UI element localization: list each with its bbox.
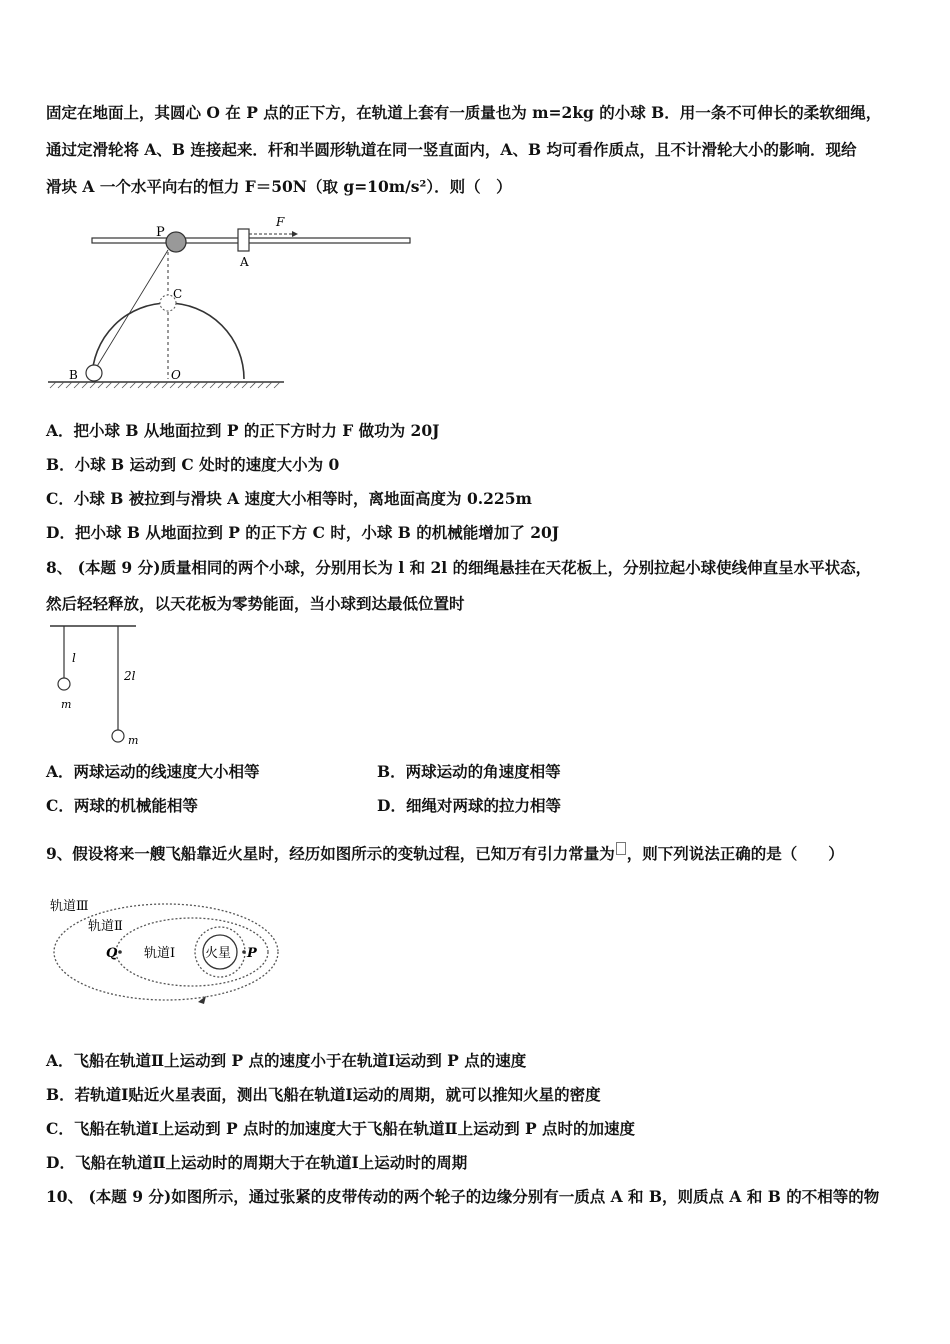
label-c: C [173, 287, 183, 301]
force-arrow-head [292, 231, 298, 237]
label-b: B [69, 368, 78, 382]
label-l: l [72, 651, 76, 665]
label-p: P [156, 225, 165, 240]
q8-option-c: C．两球的机械能相等 [46, 796, 198, 815]
q9-stem [46, 842, 844, 864]
q8-option-d: D．细绳对两球的拉力相等 [377, 796, 561, 815]
label-m-long: m [128, 734, 139, 747]
q9-stem-tail: ，则下列说法正确的是（ ） [626, 844, 844, 863]
pulley-p [166, 232, 186, 252]
q9-option-d: D．飞船在轨道Ⅱ上运动时的周期大于在轨道Ⅰ上运动时的周期 [46, 1153, 468, 1172]
ball-b [86, 365, 102, 381]
label-m-short: m [61, 698, 72, 711]
label-orbit-2: 轨道Ⅱ [88, 919, 123, 934]
q8-option-a: A．两球运动的线速度大小相等 [46, 762, 260, 781]
q9-figure [44, 888, 284, 1012]
q8-option-b: B．两球运动的角速度相等 [377, 762, 561, 781]
slider-a [238, 229, 249, 251]
label-a: A [240, 255, 249, 269]
string [96, 250, 168, 368]
ground-hatch [50, 382, 280, 388]
point-q [118, 950, 122, 954]
q9-option-b: B．若轨道Ⅰ贴近火星表面，测出飞船在轨道Ⅰ运动的周期，就可以推知火星的密度 [46, 1085, 601, 1104]
q9-option-c: C．飞船在轨道Ⅰ上运动到 P 点时的加速度大于飞船在轨道Ⅱ上运动到 P 点时的加速度 [46, 1119, 636, 1138]
label-2l: 2l [124, 669, 136, 683]
q7-option-c: C．小球 B 被拉到与滑块 A 速度大小相等时，离地面高度为 0.225m [46, 489, 532, 508]
q8-stem-line-2: 然后轻轻释放，以天花板为零势能面，当小球到达最低位置时 [46, 594, 465, 613]
q7-stem-line-2: 通过定滑轮将 A、B 连接起来．杆和半圆形轨道在同一竖直面内，A、B 均可看作质点，且不计滑轮大小的影响．现给 [46, 140, 857, 159]
q7-figure [40, 212, 420, 394]
label-orbit-1: 轨道Ⅰ [144, 946, 176, 961]
q8-figure [44, 620, 154, 752]
label-p: P [247, 946, 257, 961]
q7-stem-line-3: 滑块 A 一个水平向右的恒力 F＝50N（取 g=10m/s²）．则（ ） [46, 177, 512, 196]
ball-short [58, 678, 70, 690]
ball-long [112, 730, 124, 742]
q9-stem-text: 9、假设将来一艘飞船靠近火星时，经历如图所示的变轨过程，已知万有引力常量为 [46, 844, 615, 863]
q8-stem-line-1: 8、 (本题 9 分)质量相同的两个小球，分别用长为 l 和 2l 的细绳悬挂在天花板上，分别拉起小球使线伸直呈水平状态， [46, 558, 872, 577]
missing-symbol-box [616, 842, 626, 855]
q7-option-d: D．把小球 B 从地面拉到 P 的正下方 C 时，小球 B 的机械能增加了 20J [46, 523, 560, 542]
label-mars: 火星 [205, 946, 232, 961]
label-f: F [276, 215, 285, 229]
label-orbit-3: 轨道Ⅲ [50, 899, 89, 914]
point-p [242, 950, 246, 954]
q7-option-b: B．小球 B 运动到 C 处时的速度大小为 0 [46, 455, 340, 474]
q7-option-a: A．把小球 B 从地面拉到 P 的正下方时力 F 做功为 20J [46, 421, 440, 440]
label-q: Q [106, 946, 118, 961]
q9-option-a: A．飞船在轨道Ⅱ上运动到 P 点的速度小于在轨道Ⅰ运动到 P 点的速度 [46, 1051, 527, 1070]
rod [92, 238, 410, 243]
q7-stem-line-1: 固定在地面上，其圆心 O 在 P 点的正下方，在轨道上套有一质量也为 m=2kg 的小球 B．用一条不可伸长的柔软细绳， [46, 103, 882, 122]
q10-stem-line-1: 10、 (本题 9 分)如图所示，通过张紧的皮带传动的两个轮子的边缘分别有一质点 A 和 B，则质点 A 和 B 的不相等的物 [46, 1187, 880, 1206]
label-o: O [171, 368, 181, 382]
